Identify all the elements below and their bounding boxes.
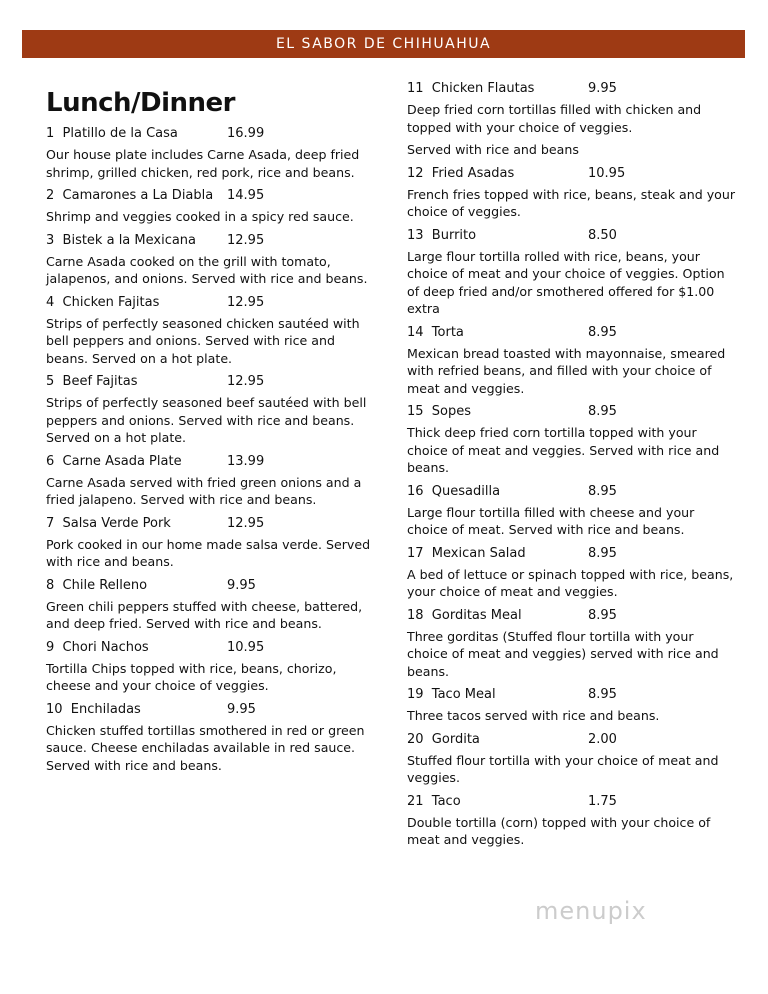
menu-item-title xyxy=(46,372,376,394)
menu-item xyxy=(46,124,376,181)
menu-item-title xyxy=(407,482,737,504)
section-title: Lunch/Dinner xyxy=(46,88,235,118)
menu-item-price: 12.95 xyxy=(227,515,265,531)
menu-item-name: 16 Quesadilla xyxy=(407,483,501,499)
left-column xyxy=(46,86,376,779)
menu-item-price: 12.95 xyxy=(227,232,265,248)
menu-item xyxy=(407,730,737,787)
restaurant-banner xyxy=(22,30,745,58)
menu-item-title xyxy=(407,606,737,628)
menu-item-title xyxy=(46,124,376,146)
menu-item-name: 5 Beef Fajitas xyxy=(46,374,138,389)
menu-item-name: 18 Gorditas Meal xyxy=(407,607,522,623)
menu-item-description: Our house plate includes Carne Asada, deep fried shrimp, grilled chicken, red pork, rice and beans. xyxy=(46,147,360,180)
menu-item-price: 8.95 xyxy=(588,607,617,623)
menu-item-price: 8.95 xyxy=(588,324,617,340)
menu-item-name: 12 Fried Asadas xyxy=(407,165,515,181)
menu-item-price: 10.95 xyxy=(227,639,265,655)
menu-item-description: Large flour tortilla filled with cheese and your choice of meat. Served with rice and beans. xyxy=(407,504,695,537)
menu-item-price: 8.95 xyxy=(588,545,617,561)
menu-item-title xyxy=(46,700,376,722)
menu-item xyxy=(46,576,376,633)
menu-item xyxy=(46,231,376,288)
menu-item-description: Thick deep fried corn tortilla topped with your choice of meat and veggies. Served with rice and beans. xyxy=(407,425,720,475)
menu-item-title xyxy=(46,293,376,315)
menu-item-name: 4 Chicken Fajitas xyxy=(46,294,160,310)
menu-item-description: A bed of lettuce or spinach topped with rice, beans, your choice of meat and veggies. xyxy=(407,566,734,599)
menu-item xyxy=(46,700,376,775)
menu-item xyxy=(407,79,737,159)
menu-item-title xyxy=(46,576,376,598)
menu-item-name: 9 Chori Nachos xyxy=(46,639,149,655)
menu-item-description: Double tortilla (corn) topped with your choice of meat and veggies. xyxy=(407,814,711,847)
menu-item-description: Three tacos served with rice and beans. xyxy=(407,708,660,723)
menu-item-description: Stuffed flour tortilla with your choice of meat and veggies. xyxy=(407,752,719,785)
menu-item xyxy=(407,226,737,318)
menu-item-price: 12.95 xyxy=(227,294,265,310)
menu-item-price: 8.95 xyxy=(588,404,617,419)
menu-item-description: Carne Asada served with fried green onions and a fried jalapeno. Served with rice and beans. xyxy=(46,474,362,507)
menu-item-name: 8 Chile Relleno xyxy=(46,577,148,593)
menu-item-description: Green chili peppers stuffed with cheese, battered, and deep fried. Served with rice and beans. xyxy=(46,598,363,631)
menu-item-name: 15 Sopes xyxy=(407,404,472,419)
menu-item-title xyxy=(407,730,737,752)
menu-list-left xyxy=(46,124,376,774)
menu-item-name: 1 Platillo de la Casa xyxy=(46,126,178,141)
menu-item-name: 14 Torta xyxy=(407,324,464,340)
menu-item-title xyxy=(46,638,376,660)
menu-item-name: 3 Bistek a la Mexicana xyxy=(46,232,197,248)
menu-item xyxy=(407,685,737,725)
menu-item-price: 8.95 xyxy=(588,483,617,499)
menu-item xyxy=(407,164,737,221)
menu-item-price: 9.95 xyxy=(588,81,617,96)
menu-item-name: 2 Camarones a La Diabla xyxy=(46,188,214,203)
menu-item-description: Pork cooked in our home made salsa verde. Served with rice and beans. xyxy=(46,536,371,569)
menu-item-name: 11 Chicken Flautas xyxy=(407,81,535,96)
menu-item xyxy=(407,544,737,601)
menu-item-title xyxy=(46,452,376,474)
menu-item-title xyxy=(46,186,376,208)
menu-item xyxy=(46,514,376,571)
menu-item xyxy=(407,402,737,477)
menu-item-price: 16.99 xyxy=(227,126,265,141)
menu-item-name: 7 Salsa Verde Pork xyxy=(46,515,171,531)
menu-item-name: 21 Taco xyxy=(407,793,461,809)
menu-item-name: 10 Enchiladas xyxy=(46,701,141,717)
menu-item-price: 2.00 xyxy=(588,731,617,747)
menu-item xyxy=(46,186,376,226)
menu-item xyxy=(46,372,376,447)
menu-item xyxy=(46,452,376,509)
menu-item-price: 14.95 xyxy=(227,188,265,203)
menu-item-title xyxy=(407,685,737,707)
menu-item-name: 6 Carne Asada Plate xyxy=(46,453,182,469)
menu-item-title xyxy=(407,402,737,424)
menu-item-description: Carne Asada cooked on the grill with tomato, jalapenos, and onions. Served with rice and beans. xyxy=(46,253,368,286)
menu-item xyxy=(407,606,737,681)
menu-item-price: 13.99 xyxy=(227,453,265,469)
menu-item xyxy=(407,482,737,539)
menu-item-description: Strips of perfectly seasoned beef sautéed with bell peppers and onions. Served with rice and beans. Served on a hot plate. xyxy=(46,395,367,445)
menu-item-name: 13 Burrito xyxy=(407,227,477,243)
menu-item-title xyxy=(407,79,737,101)
menu-item-description: Tortilla Chips topped with rice, beans, chorizo, cheese and your choice of veggies. xyxy=(46,660,337,693)
menu-item-title xyxy=(407,323,737,345)
menu-item-description: Shrimp and veggies cooked in a spicy red sauce. xyxy=(46,209,354,224)
menu-item-description: French fries topped with rice, beans, steak and your choice of veggies. xyxy=(407,186,736,219)
menu-item-title xyxy=(407,792,737,814)
menu-item-description: Deep fried corn tortillas filled with chicken and topped with your choice of veggies. xyxy=(407,102,702,135)
menu-item xyxy=(46,293,376,368)
menu-item xyxy=(407,792,737,849)
menupix-watermark: menupix xyxy=(535,897,647,925)
restaurant-name: EL SABOR DE CHIHUAHUA xyxy=(275,36,492,52)
menu-item-price: 9.95 xyxy=(227,577,256,593)
right-column xyxy=(407,79,737,854)
menu-item xyxy=(46,638,376,695)
menu-item-name: 20 Gordita xyxy=(407,731,480,747)
menu-item-price: 9.95 xyxy=(227,701,256,717)
menu-item-title xyxy=(407,544,737,566)
menu-item-name: 19 Taco Meal xyxy=(407,687,496,702)
menu-item-price: 1.75 xyxy=(588,793,617,809)
menu-item-price: 8.95 xyxy=(588,687,617,702)
menu-item-title xyxy=(46,514,376,536)
menu-item-price: 12.95 xyxy=(227,374,265,389)
menu-item-description: Strips of perfectly seasoned chicken sautéed with bell peppers and onions. Served with rice and beans. Served on a hot plate. xyxy=(46,315,360,366)
menu-item-description: Mexican bread toasted with mayonnaise, smeared with refried beans, and filled with your choice of meat and veggies. xyxy=(407,345,726,396)
menu-item-description: Served with rice and beans xyxy=(407,142,579,157)
menu-item-price: 8.50 xyxy=(588,227,617,243)
menu-item-title xyxy=(46,231,376,253)
menu-item-description: Large flour tortilla rolled with rice, beans, your choice of meat and your choice of veggies. Option of deep fried and/or smothered offered for $1.00 extra xyxy=(407,248,725,316)
menu-list-right xyxy=(407,79,737,849)
menu-item xyxy=(407,323,737,398)
menu-item-title xyxy=(407,226,737,248)
menu-item-title xyxy=(407,164,737,186)
menu-item-description: Three gorditas (Stuffed flour tortilla with your choice of meat and veggies) served with rice and beans. xyxy=(407,628,719,679)
menu-item-name: 17 Mexican Salad xyxy=(407,545,526,561)
menu-item-description: Chicken stuffed tortillas smothered in red or green sauce. Cheese enchiladas available in red sauce. Served with rice and beans. xyxy=(46,722,365,773)
menu-item-price: 10.95 xyxy=(588,165,626,181)
